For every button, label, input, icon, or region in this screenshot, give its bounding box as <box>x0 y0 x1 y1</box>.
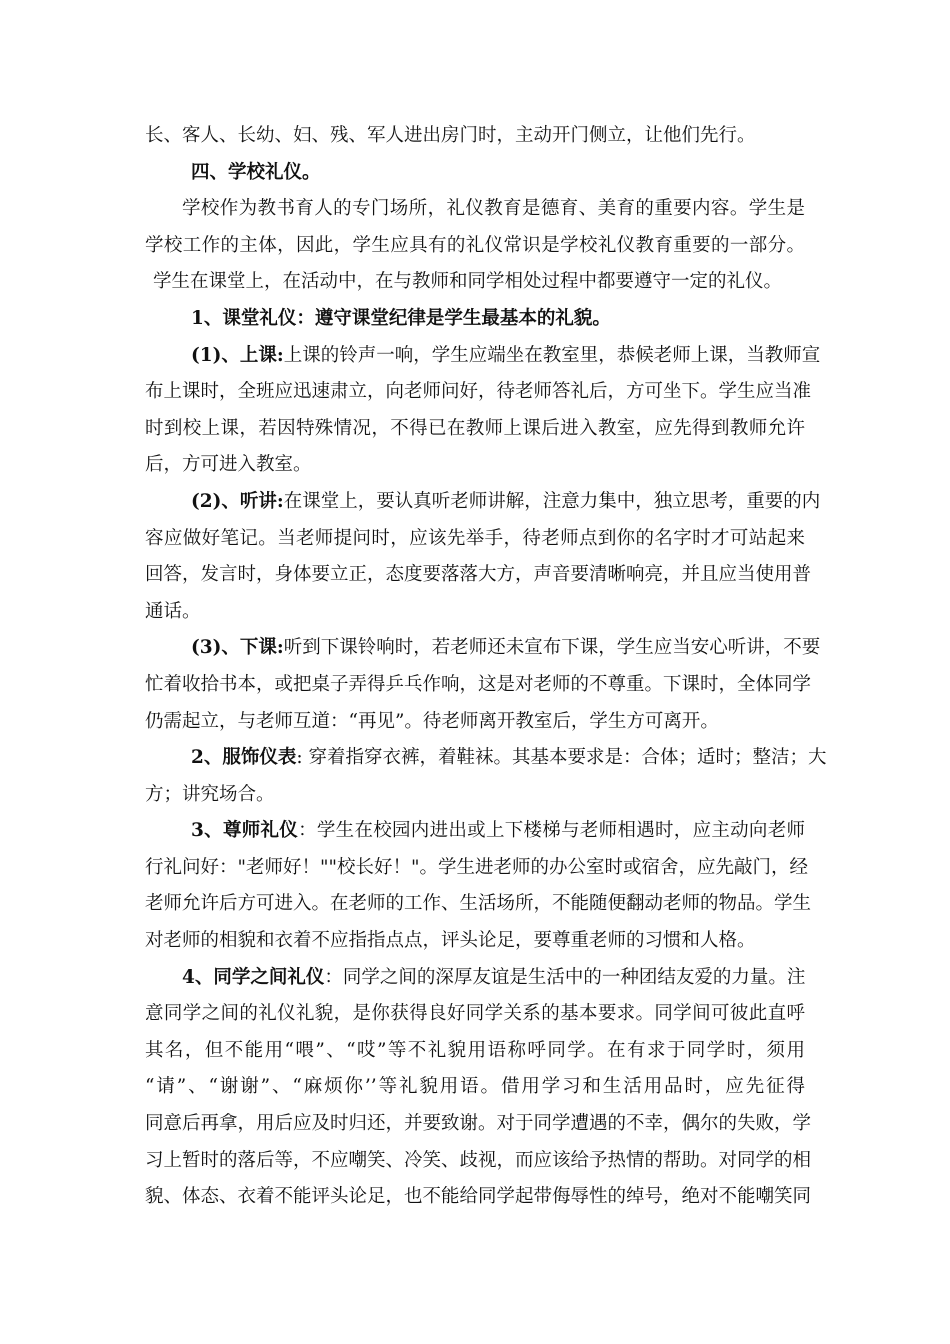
text-line: 貌、体态、衣着不能评头论足，也不能给同学起带侮辱性的绰号，绝对不能嘲笑同 <box>145 1186 812 1208</box>
document-body <box>145 118 827 1216</box>
text-line: 容应做好笔记。当老师提问时，应该先举手，待老师点到你的名字时才可站起来 <box>145 527 805 549</box>
text-line: 意同学之间的礼仪礼貌，是你获得良好同学关系的基本要求。同学间可彼此直呼 <box>145 1003 805 1025</box>
text-line: 同意后再拿，用后应及时归还，并要致谢。对于同学遭遇的不幸，偶尔的失败，学 <box>145 1113 812 1135</box>
text-line: 对老师的相貌和衣着不应指指点点，评头论足，要尊重老师的习惯和人格。 <box>145 930 756 952</box>
text-line: 习上暂时的落后等，不应嘲笑、冷笑、歧视，而应该给予热情的帮助。对同学的相 <box>145 1149 812 1171</box>
text-line: 方；讲究场合。 <box>145 783 275 805</box>
text-line: 通话。 <box>145 600 201 622</box>
text-line: 回答，发言时，身体要立正，态度要落落大方，声音要清晰响亮，并且应当使用普 <box>145 564 812 586</box>
text-line: (3)、下课:听到下课铃响时，若老师还未宣布下课，学生应当安心听讲，不要 <box>191 637 821 659</box>
text-line: 老师允许后方可进入。在老师的工作、生活场所，不能随便翻动老师的物品。学生 <box>145 893 812 915</box>
text-line: 长、客人、长幼、妇、残、军人进出房门时，主动开门侧立，让他们先行。 <box>145 125 756 146</box>
text-line: 忙着收拾书本，或把桌子弄得乒乓作响，这是对老师的不尊重。下课时，全体同学 <box>145 673 812 695</box>
text-line: 其名，但不能用“喂”、“哎”等不礼貌用语称呼同学。在有求于同学时，须用 <box>145 1039 805 1061</box>
text-line: 布上课时，全班应迅速肃立，向老师问好，待老师答礼后，方可坐下。学生应当准 <box>145 381 812 403</box>
subsection-heading: 1、课堂礼仪：遵守课堂纪律是学生最基本的礼貌。 <box>191 307 611 329</box>
text-line: (1)、上课:上课的铃声一响，学生应端坐在教室里，恭候老师上课，当教师宣 <box>191 344 821 366</box>
text-line: 4、同学之间礼仪：同学之间的深厚友谊是生活中的一种团结友爱的力量。注 <box>182 966 806 988</box>
text-line: “请”、“谢谢”、“麻烦你’’等礼貌用语。借用学习和生活用品时，应先征得 <box>145 1076 805 1098</box>
text-line: 仍需起立，与老师互道：“再见”。待老师离开教室后，学生方可离开。 <box>145 710 719 732</box>
text-line: 学校作为教书育人的专门场所，礼仪教育是德育、美育的重要内容。学生是 <box>182 198 805 220</box>
text-line: 3、尊师礼仪：学生在校园内进出或上下楼梯与老师相遇时，应主动向老师 <box>191 820 805 842</box>
text-line: 后，方可进入教室。 <box>145 454 312 476</box>
text-line: 2、服饰仪表: 穿着指穿衣裤，着鞋袜。其基本要求是：合体；适时；整洁；大 <box>191 747 827 769</box>
text-line: 学校工作的主体，因此，学生应具有的礼仪常识是学校礼仪教育重要的一部分。 <box>145 234 805 256</box>
text-line: (2)、听讲:在课堂上，要认真听老师讲解，注意力集中，独立思考，重要的内 <box>191 490 821 512</box>
text-line: 行礼问好："老师好！""校长好！"。学生进老师的办公室时或宿舍，应先敲门，经 <box>145 856 809 878</box>
text-line: 时到校上课，若因特殊情况，不得已在教师上课后进入教室，应先得到教师允许 <box>145 417 805 439</box>
section-heading: 四、学校礼仪。 <box>191 161 321 183</box>
text-line: 学生在课堂上，在活动中，在与教师和同学相处过程中都要遵守一定的礼仪。 <box>153 271 783 293</box>
